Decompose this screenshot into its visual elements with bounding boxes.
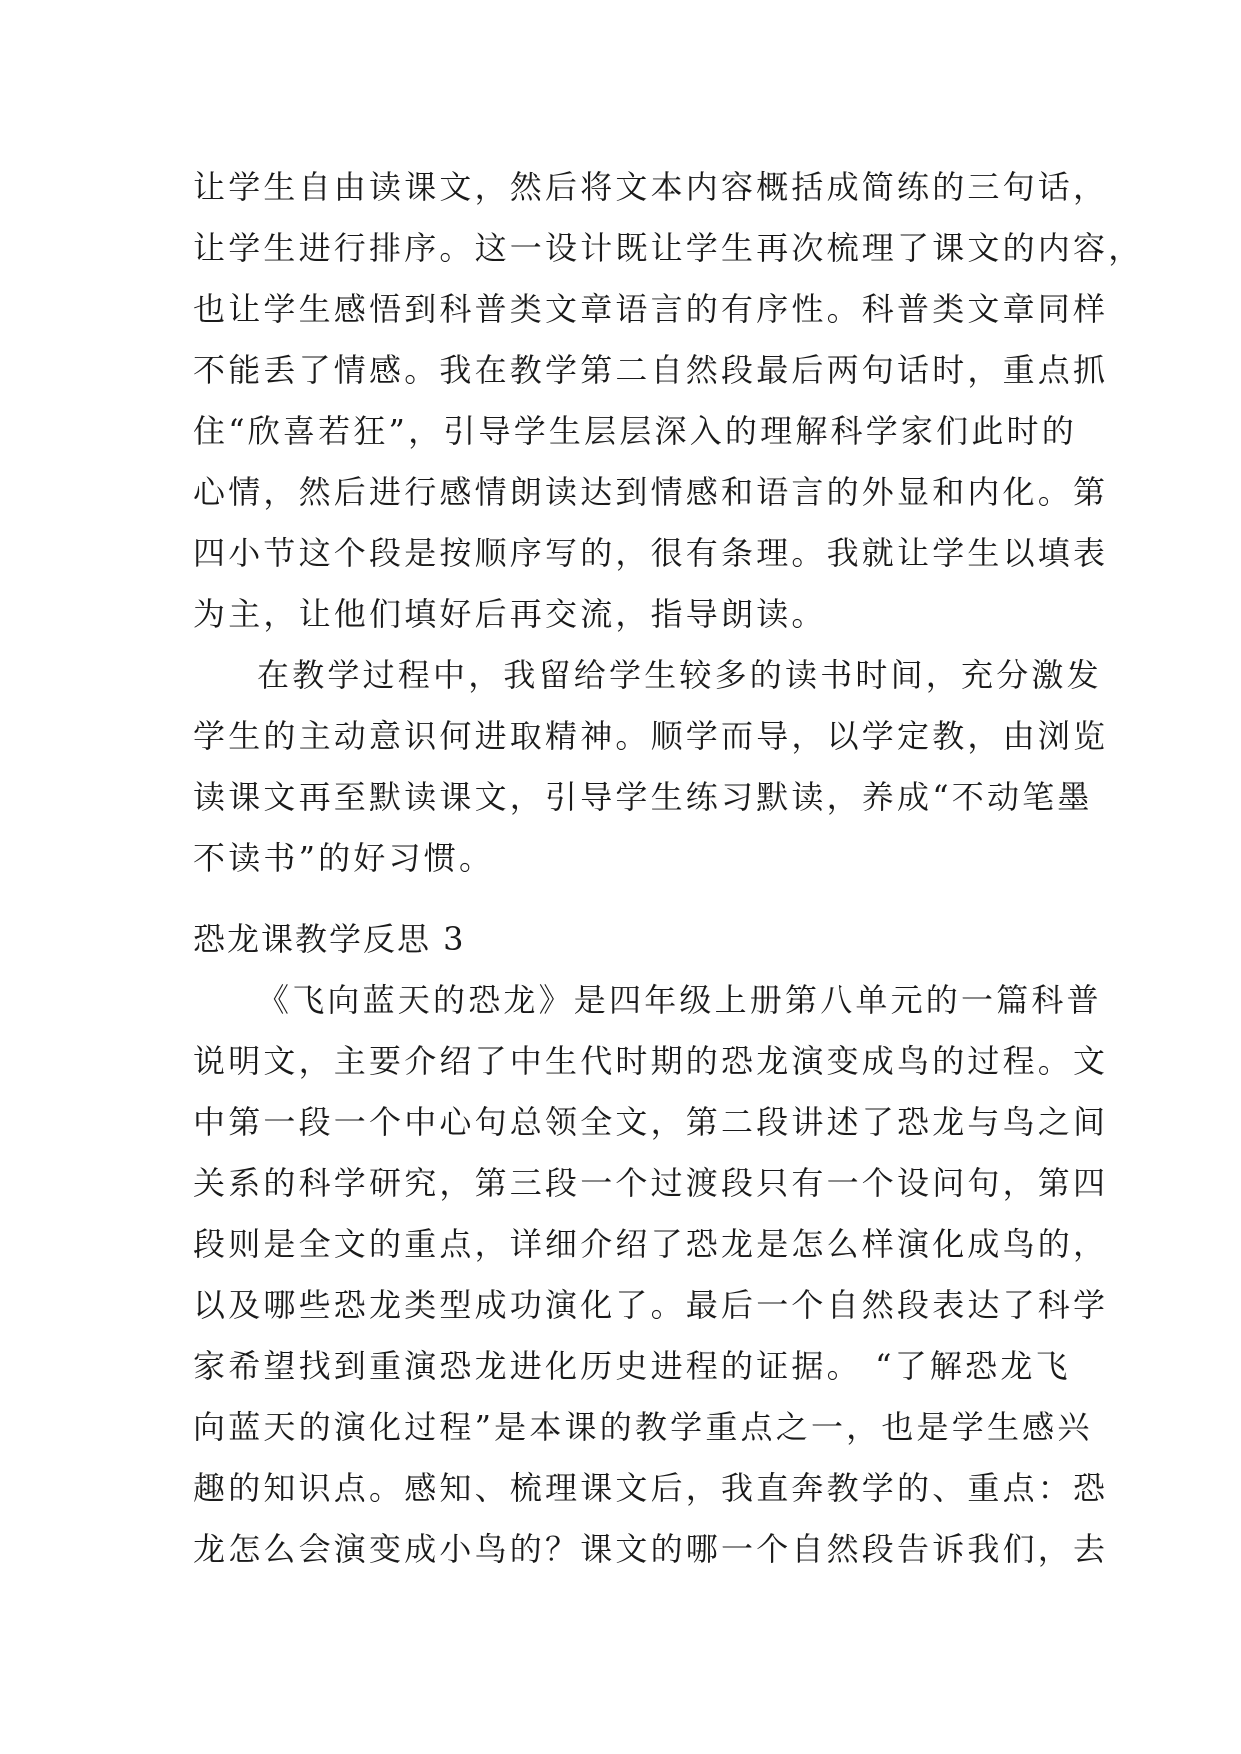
- text-line: 在教学过程中，我留给学生较多的读书时间，充分激发: [257, 656, 1102, 694]
- section-heading: 恐龙课教学反思 3: [193, 920, 466, 958]
- text-line: 住“欣喜若狂”，引导学生层层深入的理解科学家们此时的: [193, 412, 1077, 450]
- text-line: 也让学生感悟到科普类文章语言的有序性。科普类文章同样: [193, 290, 1109, 328]
- paragraph-continued: [193, 157, 1144, 889]
- text-line: 不能丢了情感。我在教学第二自然段最后两句话时，重点抓: [193, 351, 1109, 389]
- text-line: 趣的知识点。感知、梳理课文后，我直奔教学的、重点：恐: [193, 1469, 1109, 1507]
- text-line: 龙怎么会演变成小鸟的？课文的哪一个自然段告诉我们，去: [193, 1530, 1109, 1568]
- text-line: 心情，然后进行感情朗读达到情感和语言的外显和内化。第: [193, 473, 1109, 511]
- paragraph-section-3: [193, 970, 1109, 1580]
- text-line: 家希望找到重演恐龙进化历史进程的证据。 “了解恐龙飞: [193, 1347, 1071, 1385]
- text-line: 为主，让他们填好后再交流，指导朗读。: [193, 595, 827, 633]
- text-line: 让学生自由读课文，然后将文本内容概括成简练的三句话，: [193, 168, 1109, 206]
- text-line: 说明文，主要介绍了中生代时期的恐龙演变成鸟的过程。文: [193, 1042, 1109, 1080]
- text-line: 向蓝天的演化过程”是本课的教学重点之一，也是学生感兴: [193, 1408, 1093, 1446]
- text-line: 中第一段一个中心句总领全文，第二段讲述了恐龙与鸟之间: [193, 1103, 1109, 1141]
- text-line: 学生的主动意识何进取精神。顺学而导，以学定教，由浏览: [193, 717, 1109, 755]
- text-line: 让学生进行排序。这一设计既让学生再次梳理了课文的内容，: [193, 229, 1144, 267]
- text-line: 四小节这个段是按顺序写的，很有条理。我就让学生以填表: [193, 534, 1109, 572]
- text-line: 段则是全文的重点，详细介绍了恐龙是怎么样演化成鸟的，: [193, 1225, 1109, 1263]
- text-line: 以及哪些恐龙类型成功演化了。最后一个自然段表达了科学: [193, 1286, 1109, 1324]
- text-line: 关系的科学研究，第三段一个过渡段只有一个设问句，第四: [193, 1164, 1109, 1202]
- text-line: 不读书”的好习惯。: [193, 839, 495, 877]
- text-line: 《飞向蓝天的恐龙》是四年级上册第八单元的一篇科普: [257, 981, 1102, 1019]
- text-line: 读课文再至默读课文，引导学生练习默读，养成“不动笔墨: [193, 778, 1093, 816]
